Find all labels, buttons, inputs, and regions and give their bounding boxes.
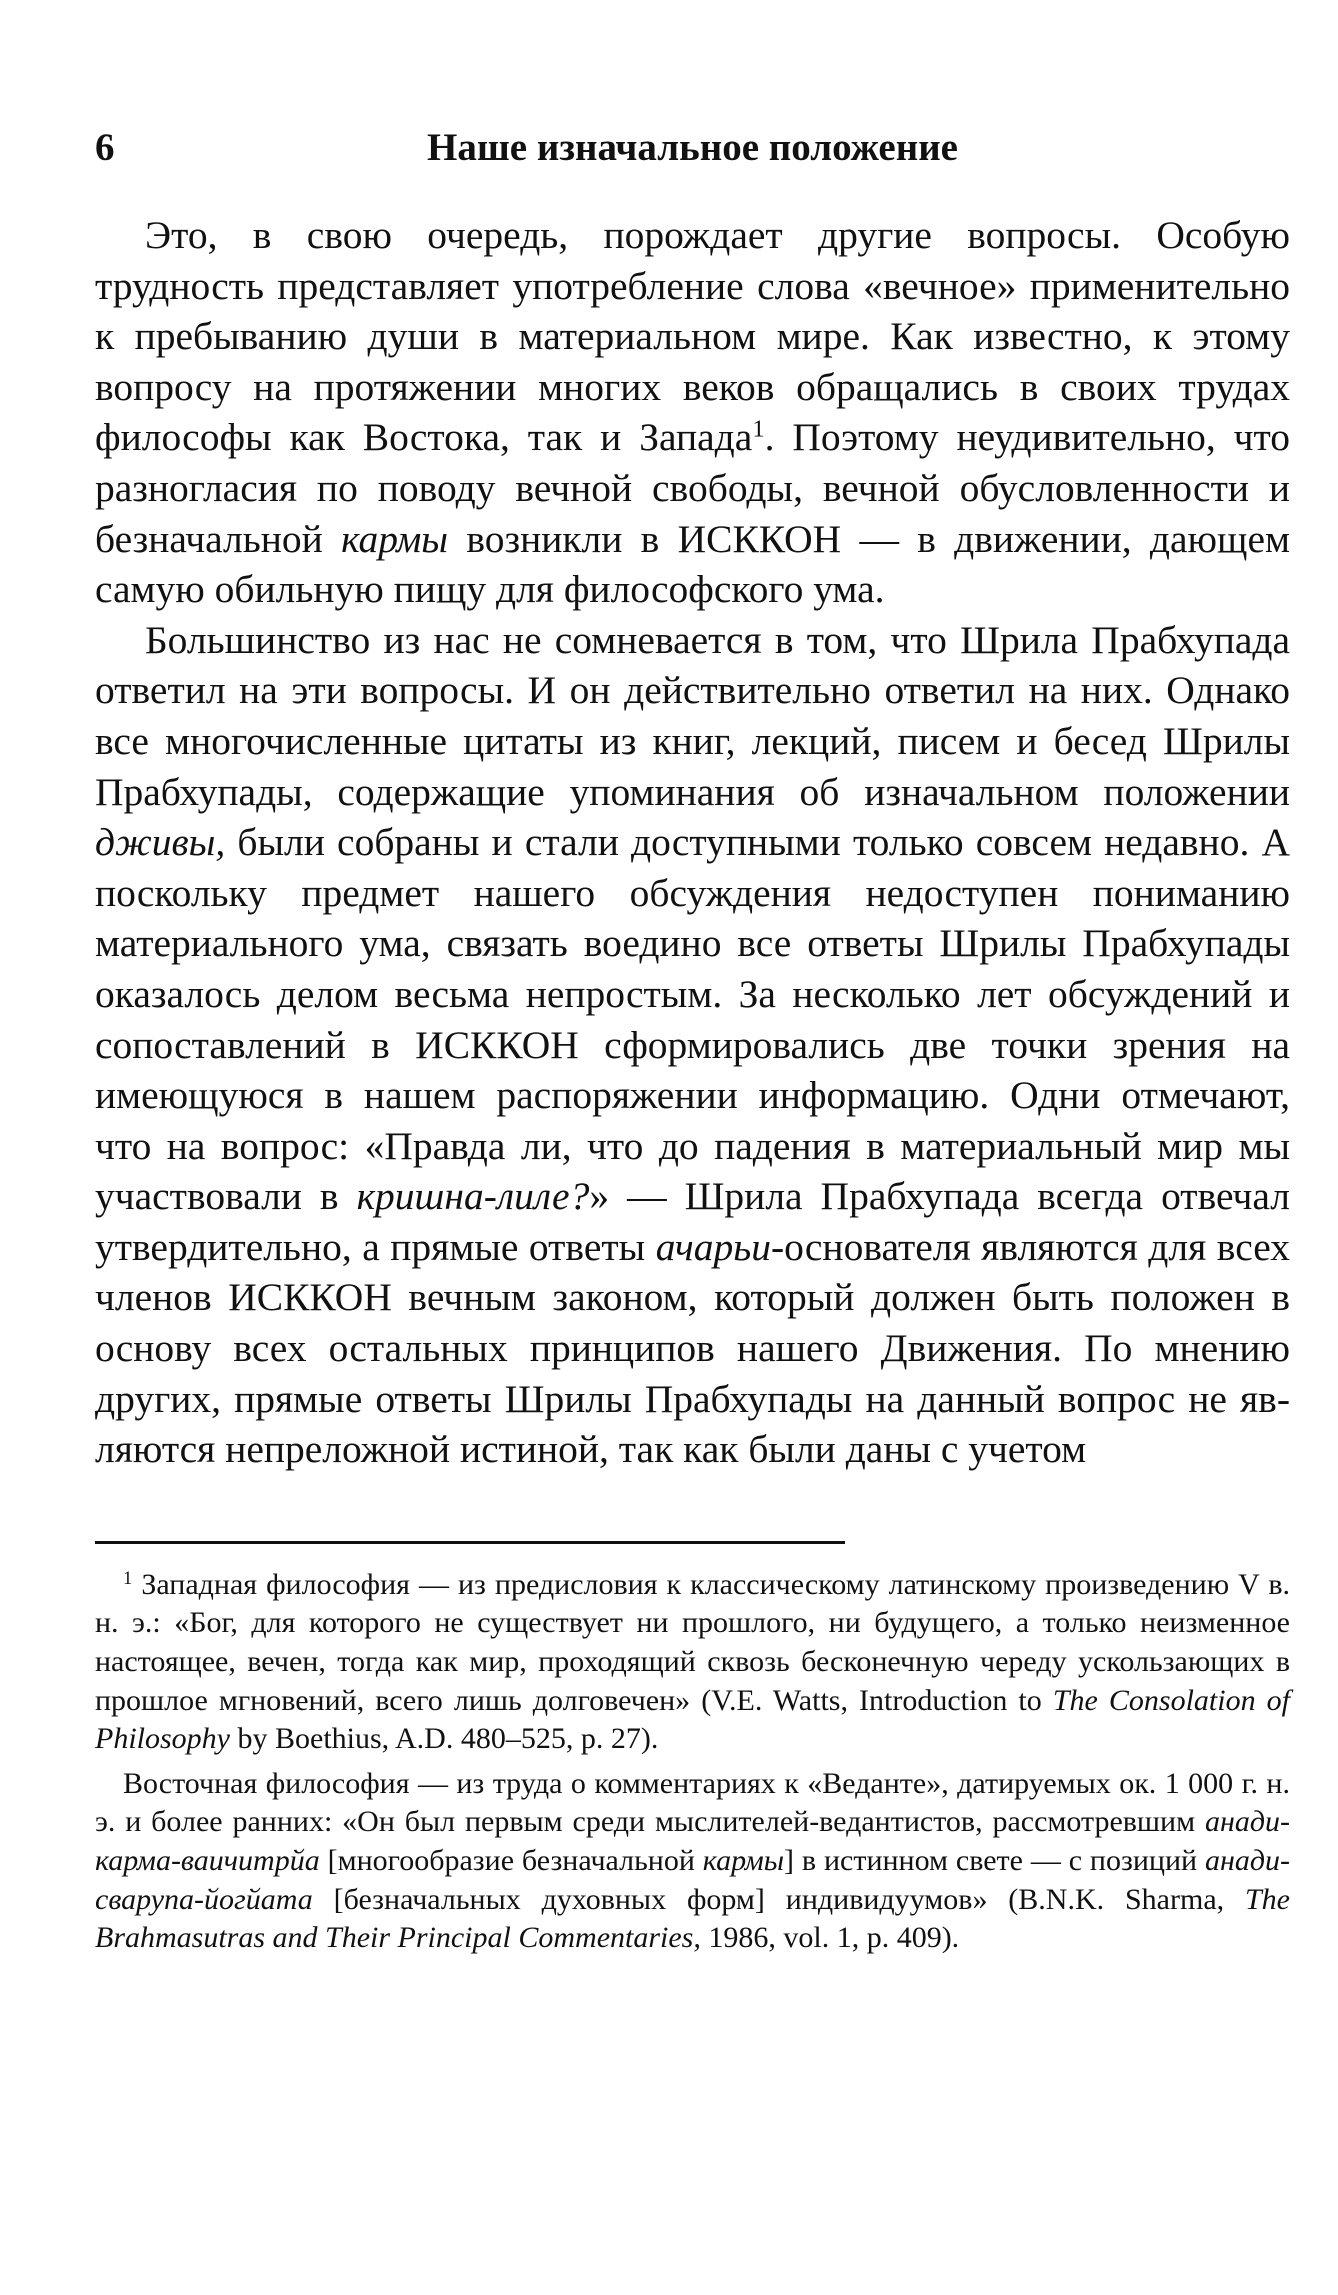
- page-number: 6: [95, 126, 115, 169]
- footnote-2-text-b: [многообразие безначальной: [319, 1844, 703, 1877]
- footnote-2-text-d: [безначальных духовных форм] индивидуумов» (B.N.K. Sharma,: [312, 1882, 1245, 1916]
- footnotes: [95, 1566, 1290, 1958]
- footnote-1: [95, 1566, 1290, 1759]
- footnote-2-text-a: Восточная философия — из труда о комментариях к «Веданте», датируемых ок. 1 000 г. н. э. и более ранних: «Он был первым среди мыслителей-ведантистов, рассмотревшим: [95, 1766, 1290, 1839]
- paragraph-2-text-c: » — Шрила Прабхупада всегда отвечал утвердительно, а прямые ответы: [95, 1174, 1290, 1269]
- footnote-1-text-a: Западная философия — из предисловия к классическому латинскому произведению V в. н. э.: «Бог, для которого не существует ни прошлого, ни будущего, а только неизменное настоящее, вечен, тогда как мир, проходящий сквозь бесконечную череду ускользающих в прошлое мгновений, всего лишь долговечен» (V.E. Watts, Introduction to: [95, 1567, 1290, 1717]
- footnote-2-text-e: 1986, vol. 1, p. 409).: [700, 1921, 960, 1955]
- paragraph-2-text-a: Большинство из нас не сомневается в том, что Шрила Прабхупада ответил на эти вопросы. И он действительно ответил на них. Однако все многочисленные цитаты из книг, лекций, писем и бесед Шрилы Прабхупады, содержащие упоминания об изначальном положении: [95, 617, 1290, 814]
- italic-term: анади-сварупа-йогйата: [95, 1844, 1290, 1916]
- footnote-1-continued: [95, 1765, 1290, 1958]
- main-text: [95, 210, 1290, 1475]
- footnote-1-text-b: by Boethius, A.D. 480–525, p. 27).: [230, 1722, 659, 1756]
- footnote-mark: 1: [123, 1567, 133, 1589]
- paragraph-2-text-b: были собраны и стали доступными только совсем недавно. А поскольку предмет нашего обсуждения недоступен пониманию материального ума, связать воедино все ответы Шрилы Прабхупады оказалось делом весьма непростым. За несколько лет обсуждений и сопоставлений в ИСККОН сформировались две точки зрения на имеющуюся в нашем распоряжении информацию. Одни отмечают, что на вопрос: «Правда ли, что до падения в материальный мир мы участвовали в: [95, 820, 1290, 1219]
- italic-title: The Brahmasutras and Their Principal Commentaries,: [95, 1882, 1290, 1955]
- footnote-reference: 1: [752, 415, 765, 443]
- book-page: [95, 118, 1290, 1958]
- italic-term: анади-карма-ваичитрйа: [95, 1805, 1290, 1877]
- paragraph-1: [95, 210, 1290, 615]
- italic-title: The Consolation of Philosophy: [95, 1683, 1290, 1756]
- italic-term: кармы: [341, 516, 449, 561]
- italic-term: кришна-лиле?: [356, 1174, 590, 1219]
- footnote-2-text-c: ] в истинном свете — с позиций: [784, 1844, 1205, 1877]
- italic-term: кармы: [702, 1844, 785, 1877]
- italic-term: дживы,: [95, 820, 226, 865]
- paragraph-1-text-b: . Поэтому неудивительно, что разногласия по поводу вечной свободы, вечной обусловленности и безначальной: [95, 415, 1291, 561]
- running-head: [95, 118, 1290, 178]
- paragraph-1-text-a: Это, в свою очередь, порождает другие вопросы. Особую трудность представляет употребление слова «вечное» применительно к пребыванию души в материальном мире. Как известно, к этому вопросу на протяжении многих веков обращались в своих трудах философы как Востока, так и Запада: [95, 213, 1290, 460]
- paragraph-1-text-c: возникли в ИСККОН — в движении, дающем самую обильную пищу для философского ума.: [95, 516, 1290, 612]
- italic-term: ачарьи: [655, 1224, 772, 1269]
- running-title: Наше изначальное положение: [427, 126, 958, 169]
- footnote-separator: [95, 1541, 845, 1544]
- paragraph-2-text-d: -основателя являются для всех членов ИСККОН вечным законом, который должен быть положен в основу всех остальных принципов нашего Движения. По мнению других, прямые ответы Шрилы Прабхупады на данный вопрос не являются непреложной истиной, так как были даны с учетом: [95, 1224, 1290, 1472]
- paragraph-2: [95, 615, 1290, 1475]
